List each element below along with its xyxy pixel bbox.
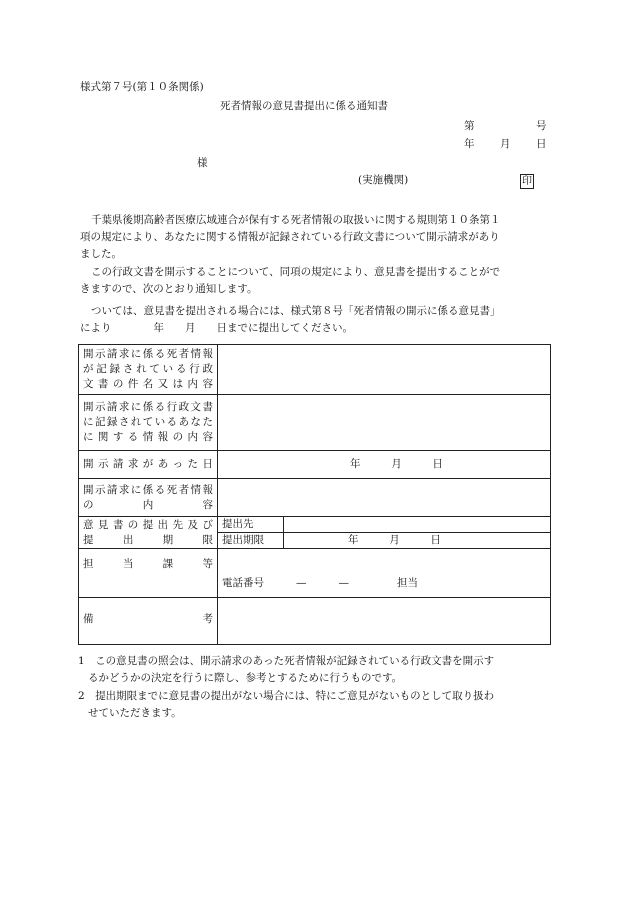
note-1: 1 この意見書の照会は、開示請求のあった死者情報が記録されている行政文書を開示す るかどうかの決定を行うに際し、参考とするために行うものです。: [78, 655, 495, 684]
table-row: [79, 598, 551, 645]
submission-deadline-value[interactable]: 年 月 日: [284, 533, 551, 549]
table-row: [79, 395, 551, 451]
table-row: [79, 479, 551, 517]
note-2: 2 提出期限までに意見書の提出がない場合には、特にご意見がないものとして取り扱わ せていただきます。: [78, 690, 495, 719]
table-row: [79, 517, 551, 533]
row-label-submission: 意見書の提出先及び 提出期限: [79, 517, 218, 549]
row-label-department: 担当課等: [79, 549, 218, 598]
recipient-suffix: 様: [197, 157, 208, 169]
row-label-document-title: 開示請求に係る死者情報 が記録されている行政 文書の件名又は内容: [79, 345, 218, 395]
document-title: 死者情報の意見書提出に係る通知書: [220, 100, 388, 112]
phone-label: 電話番号: [222, 577, 264, 589]
notice-table: [78, 344, 551, 645]
row-label-deceased-info: 開示請求に係る死者情報 の内容: [79, 479, 218, 517]
submission-deadline-label: 提出期限: [218, 533, 284, 549]
table-row: [79, 345, 551, 395]
body-paragraph-2: この行政文書を開示することについて、同項の規定により、意見書を提出することがで きますので、次のとおり通知します。: [80, 266, 501, 295]
row-label-request-date: 開示請求があった日: [79, 451, 218, 479]
body-paragraph-3: ついては、意見書を提出される場合には、様式第８号「死者情報の開示に係る意見書」 により 年 月 日までに提出してください。: [80, 305, 501, 334]
submission-destination-value[interactable]: [284, 517, 551, 533]
row-value-request-date[interactable]: 年 月 日: [218, 451, 551, 479]
row-value-document-title[interactable]: [218, 345, 551, 395]
body-paragraph-1: 千葉県後期高齢者医療広域連合が保有する死者情報の取扱いに関する規則第１０条第１ 項の規定により、あなたに関する情報が記録されている行政文書について開示請求があり ました。: [80, 214, 501, 260]
date-month: 月: [500, 138, 511, 150]
table-row: [79, 549, 551, 598]
row-value-department[interactable]: 電話番号 — — 担当: [218, 549, 551, 598]
row-label-remarks: 備考: [79, 598, 218, 645]
row-value-remarks[interactable]: [218, 598, 551, 645]
issuer-label: (実施機関): [358, 174, 409, 186]
submission-destination-label: 提出先: [218, 517, 284, 533]
date-year: 年: [464, 138, 475, 150]
doc-number-suffix: 号: [536, 120, 547, 132]
form-number: 様式第７号(第１０条関係): [80, 81, 204, 93]
row-value-deceased-info[interactable]: [218, 479, 551, 517]
date-day: 日: [536, 138, 547, 150]
row-label-info-content: 開示請求に係る行政文書 に記録されているあなた に関する情報の内容: [79, 395, 218, 451]
doc-number-label: 第: [464, 120, 475, 132]
row-value-info-content[interactable]: [218, 395, 551, 451]
table-row: [79, 451, 551, 479]
contact-label: 担当: [397, 577, 418, 589]
seal-mark: 印: [522, 176, 532, 187]
